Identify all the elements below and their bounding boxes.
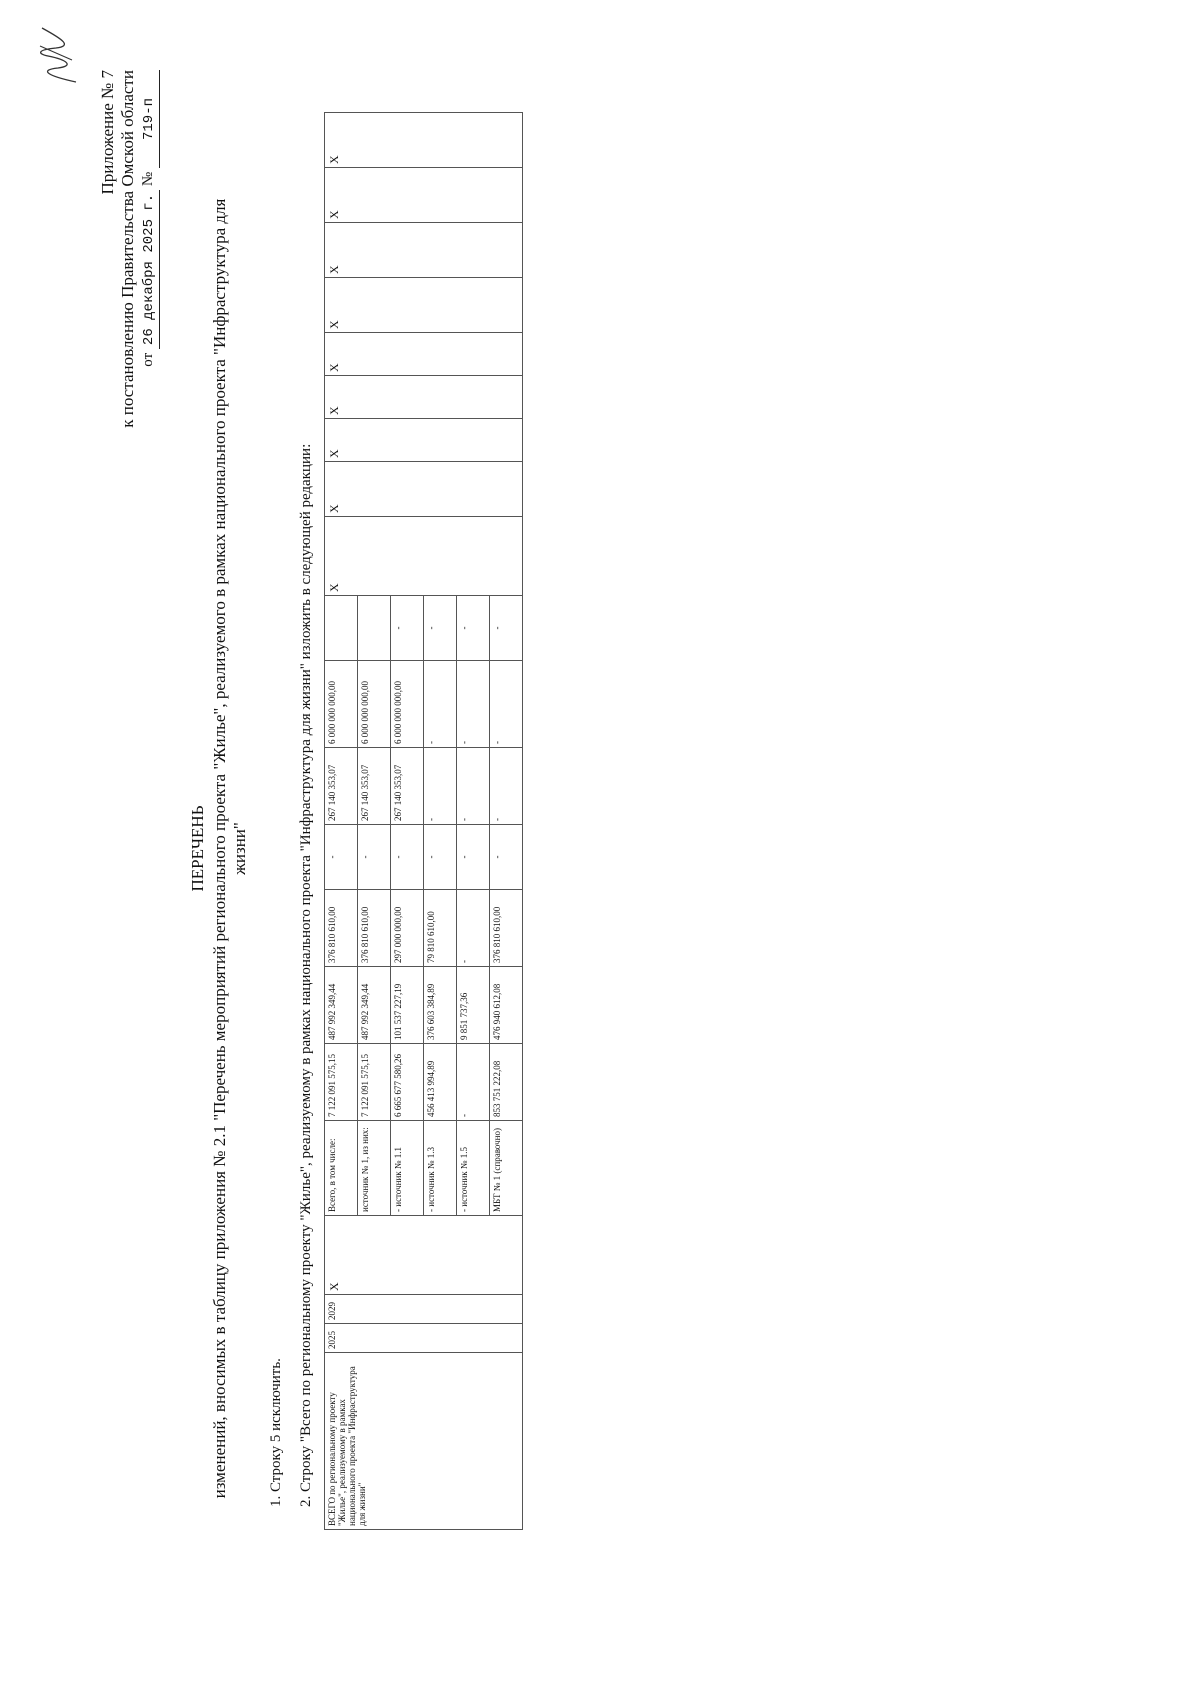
date-month: декабря — [141, 261, 157, 320]
value-cell: - — [457, 596, 490, 661]
year-end-cell: 2029 — [325, 1295, 523, 1324]
value-cell: 79 810 610,00 — [424, 890, 457, 967]
changes-table — [324, 112, 523, 1530]
x-mark-cell: X — [325, 1216, 523, 1295]
value-cell: - — [391, 596, 424, 661]
decree-reference: к постановлению Правительства Омской области — [118, 70, 137, 428]
source-cell: МБТ № 1 (справочно) — [490, 1121, 523, 1216]
item-1: 1. Строку 5 исключить. — [268, 1358, 284, 1507]
value-cell: - — [490, 825, 523, 890]
value-cell: - — [457, 890, 490, 967]
value-cell: 7 122 091 575,15 — [358, 1044, 391, 1121]
source-cell: - источник № 1.3 — [424, 1121, 457, 1216]
value-cell: 476 940 612,08 — [490, 967, 523, 1044]
x-mark-cell: X — [325, 517, 523, 596]
value-cell: 6 000 000 000,00 — [391, 661, 424, 748]
signature-mark — [28, 20, 88, 90]
source-cell: - источник № 1.1 — [391, 1121, 424, 1216]
project-name-cell: ВСЕГО по региональному проекту "Жилье", реализуемому в рамках национального проекта "Инфраструктура для жизни" — [325, 1353, 523, 1530]
x-mark-cell: X — [325, 223, 523, 278]
year-start-cell: 2025 — [325, 1324, 523, 1353]
value-cell: 376 603 384,89 — [424, 967, 457, 1044]
value-cell: 101 537 227,19 — [391, 967, 424, 1044]
decree-date-number — [138, 70, 160, 367]
value-cell — [325, 596, 358, 661]
value-cell: - — [424, 748, 457, 825]
value-cell: - — [490, 748, 523, 825]
number-prefix: № — [140, 171, 156, 187]
document-title: ПЕРЕЧЕНЬ — [188, 805, 207, 892]
source-cell: Всего, в том числе: — [325, 1121, 358, 1216]
value-cell: 487 992 349,44 — [358, 967, 391, 1044]
source-cell: - источник № 1.5 — [457, 1121, 490, 1216]
x-mark-cell: X — [325, 113, 523, 168]
value-cell: 6 000 000 000,00 — [325, 661, 358, 748]
value-cell: 376 810 610,00 — [358, 890, 391, 967]
value-cell: - — [490, 661, 523, 748]
value-cell: 267 140 353,07 — [325, 748, 358, 825]
value-cell: 376 810 610,00 — [490, 890, 523, 967]
value-cell: 376 810 610,00 — [325, 890, 358, 967]
value-cell: - — [391, 825, 424, 890]
date-year: 2025 — [141, 219, 157, 253]
date-day: 26 — [141, 328, 157, 346]
source-cell: источник № 1, из них: — [358, 1121, 391, 1216]
x-mark-cell: X — [325, 462, 523, 517]
value-cell — [358, 596, 391, 661]
date-prefix: от — [140, 352, 156, 367]
date-field — [139, 190, 160, 349]
value-cell: 456 413 994,89 — [424, 1044, 457, 1121]
value-cell: - — [457, 748, 490, 825]
x-mark-cell: X — [325, 376, 523, 419]
document-subtitle: изменений, вносимых в таблицу приложения № 2.1 "Перечень мероприятий регионального проекта "Жилье", реализуемого в рамках национального проекта "Инфраструктура для — [210, 198, 229, 1499]
value-cell: - — [457, 1044, 490, 1121]
value-cell: 6 665 677 580,26 — [391, 1044, 424, 1121]
value-cell: - — [424, 825, 457, 890]
value-cell: 6 000 000 000,00 — [358, 661, 391, 748]
decree-number: 719-п — [139, 70, 160, 168]
value-cell: - — [424, 596, 457, 661]
value-cell: 487 992 349,44 — [325, 967, 358, 1044]
item-2: 2. Строку "Всего по региональному проекту "Жилье", реализуемому в рамках национального проекта "Инфраструктура для жизни" изложить в следующей редакции: — [298, 443, 314, 1507]
value-cell: - — [457, 661, 490, 748]
document-subtitle-cont: жизни" — [230, 822, 249, 875]
value-cell: 267 140 353,07 — [358, 748, 391, 825]
x-mark-cell: X — [325, 333, 523, 376]
value-cell: 7 122 091 575,15 — [325, 1044, 358, 1121]
value-cell: 297 000 000,00 — [391, 890, 424, 967]
value-cell: - — [457, 825, 490, 890]
appendix-label: Приложение № 7 — [98, 70, 117, 195]
value-cell: 9 851 737,36 — [457, 967, 490, 1044]
date-suffix: г. — [141, 193, 157, 211]
table-row — [325, 113, 358, 1530]
value-cell: - — [490, 596, 523, 661]
value-cell: 267 140 353,07 — [391, 748, 424, 825]
value-cell: - — [325, 825, 358, 890]
x-mark-cell: X — [325, 419, 523, 462]
x-mark-cell: X — [325, 278, 523, 333]
x-mark-cell: X — [325, 168, 523, 223]
value-cell: 853 751 222,08 — [490, 1044, 523, 1121]
value-cell: - — [424, 661, 457, 748]
value-cell: - — [358, 825, 391, 890]
